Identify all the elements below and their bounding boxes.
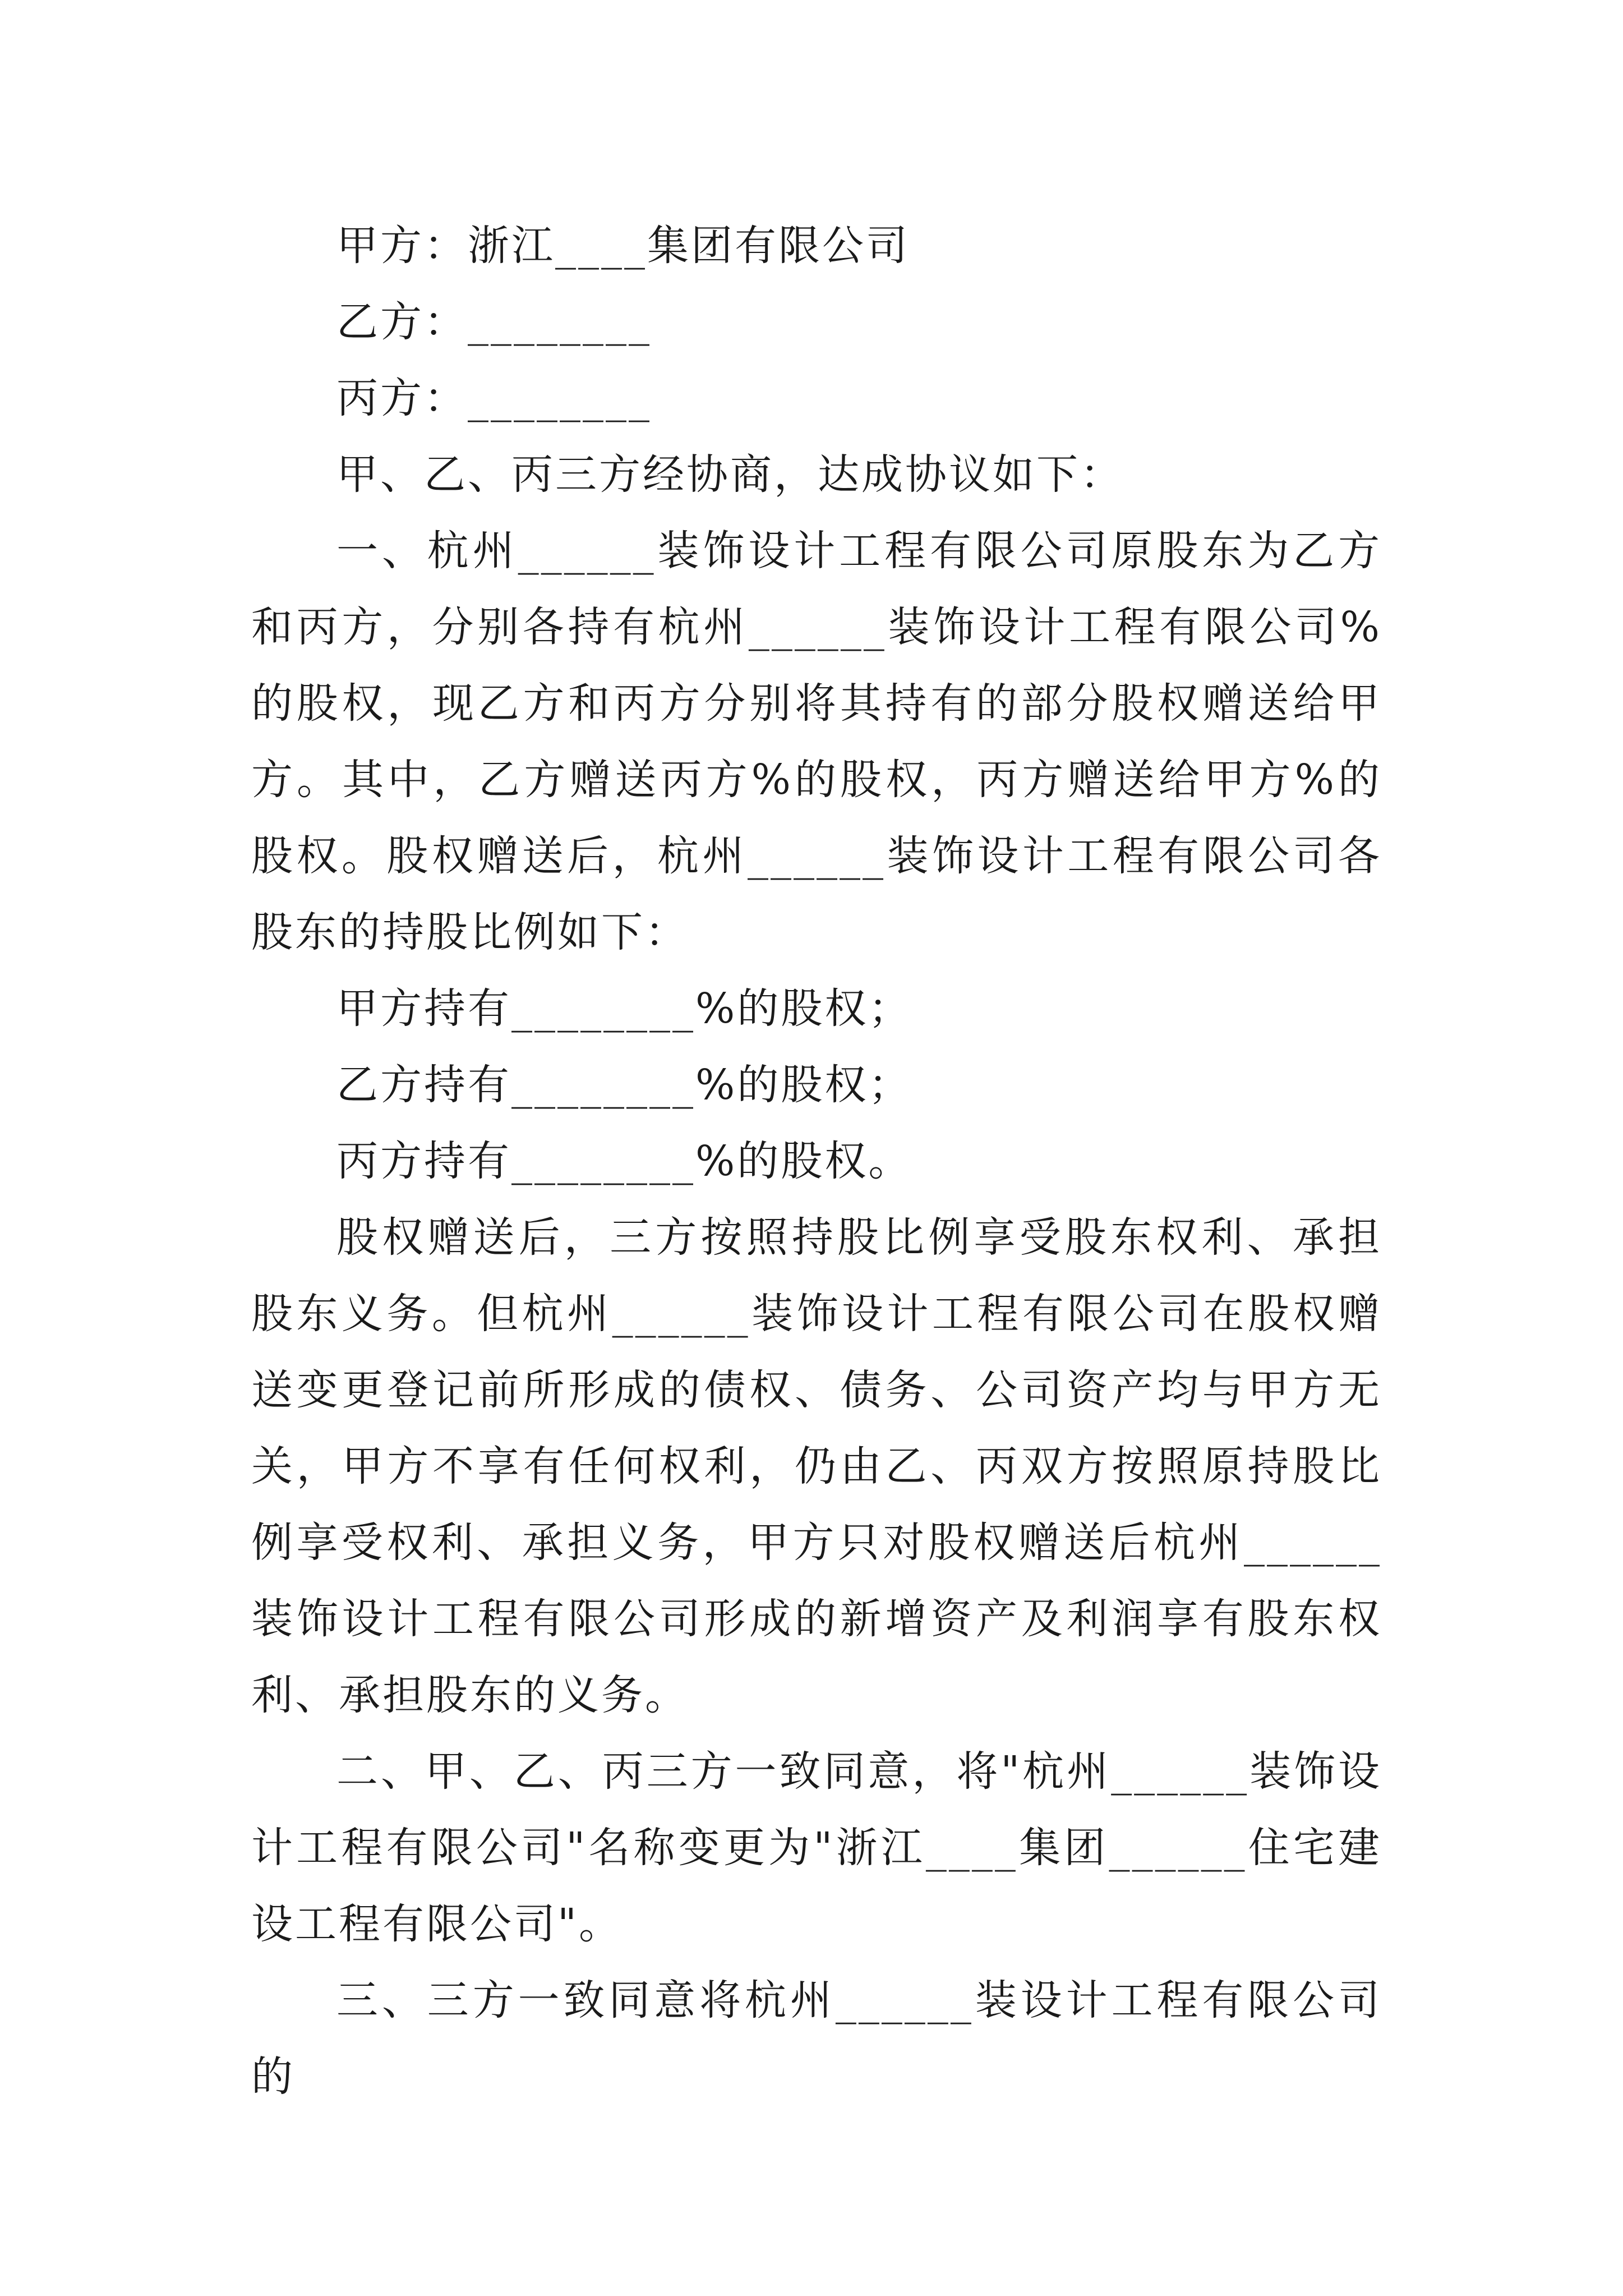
clause-3: 三、三方一致同意将杭州______装设计工程有限公司的 [251, 1976, 1382, 2101]
party-b-share: 乙方持有________%的股权； [336, 1061, 912, 1109]
party-a-share: 甲方持有________%的股权； [336, 984, 912, 1033]
party-c-share: 丙方持有________%的股权。 [336, 1137, 912, 1185]
party-b-line: 乙方：________ [336, 298, 652, 346]
agreement-intro: 甲、乙、丙三方经协商，达成协议如下： [336, 450, 1124, 499]
party-c-line: 丙方：________ [336, 374, 652, 422]
clause-1: 一、杭州______装饰设计工程有限公司原股东为乙方和丙方，分别各持有杭州______装饰设计工程有限公司%的股权，现乙方和丙方分别将其持有的部分股权赠送给甲方。其中，乙方赠送丙方%的股权，丙方赠送给甲方%的股权。股权赠送后，杭州______装饰设计工程有限公司各股东的持股比例如下： [251, 527, 1382, 956]
party-a-line: 甲方：浙江____集团有限公司 [336, 222, 910, 270]
document-body [251, 208, 1382, 2115]
clause-1-rights-obligations: 股权赠送后，三方按照持股比例享受股东权利、承担股东义务。但杭州______装饰设计工程有限公司在股权赠送变更登记前所形成的债权、债务、公司资产均与甲方无关，甲方不享有任何权利，仍由乙、丙双方按照原持股比例享受权利、承担义务，甲方只对股权赠送后杭州______装饰设计工程有限公司形成的新增资产及利润享有股东权利、承担股东的义务。 [251, 1213, 1382, 1719]
clause-2: 二、甲、乙、丙三方一致同意，将"杭州______装饰设计工程有限公司"名称变更为"浙江____集团______住宅建设工程有限公司"。 [251, 1747, 1382, 1948]
